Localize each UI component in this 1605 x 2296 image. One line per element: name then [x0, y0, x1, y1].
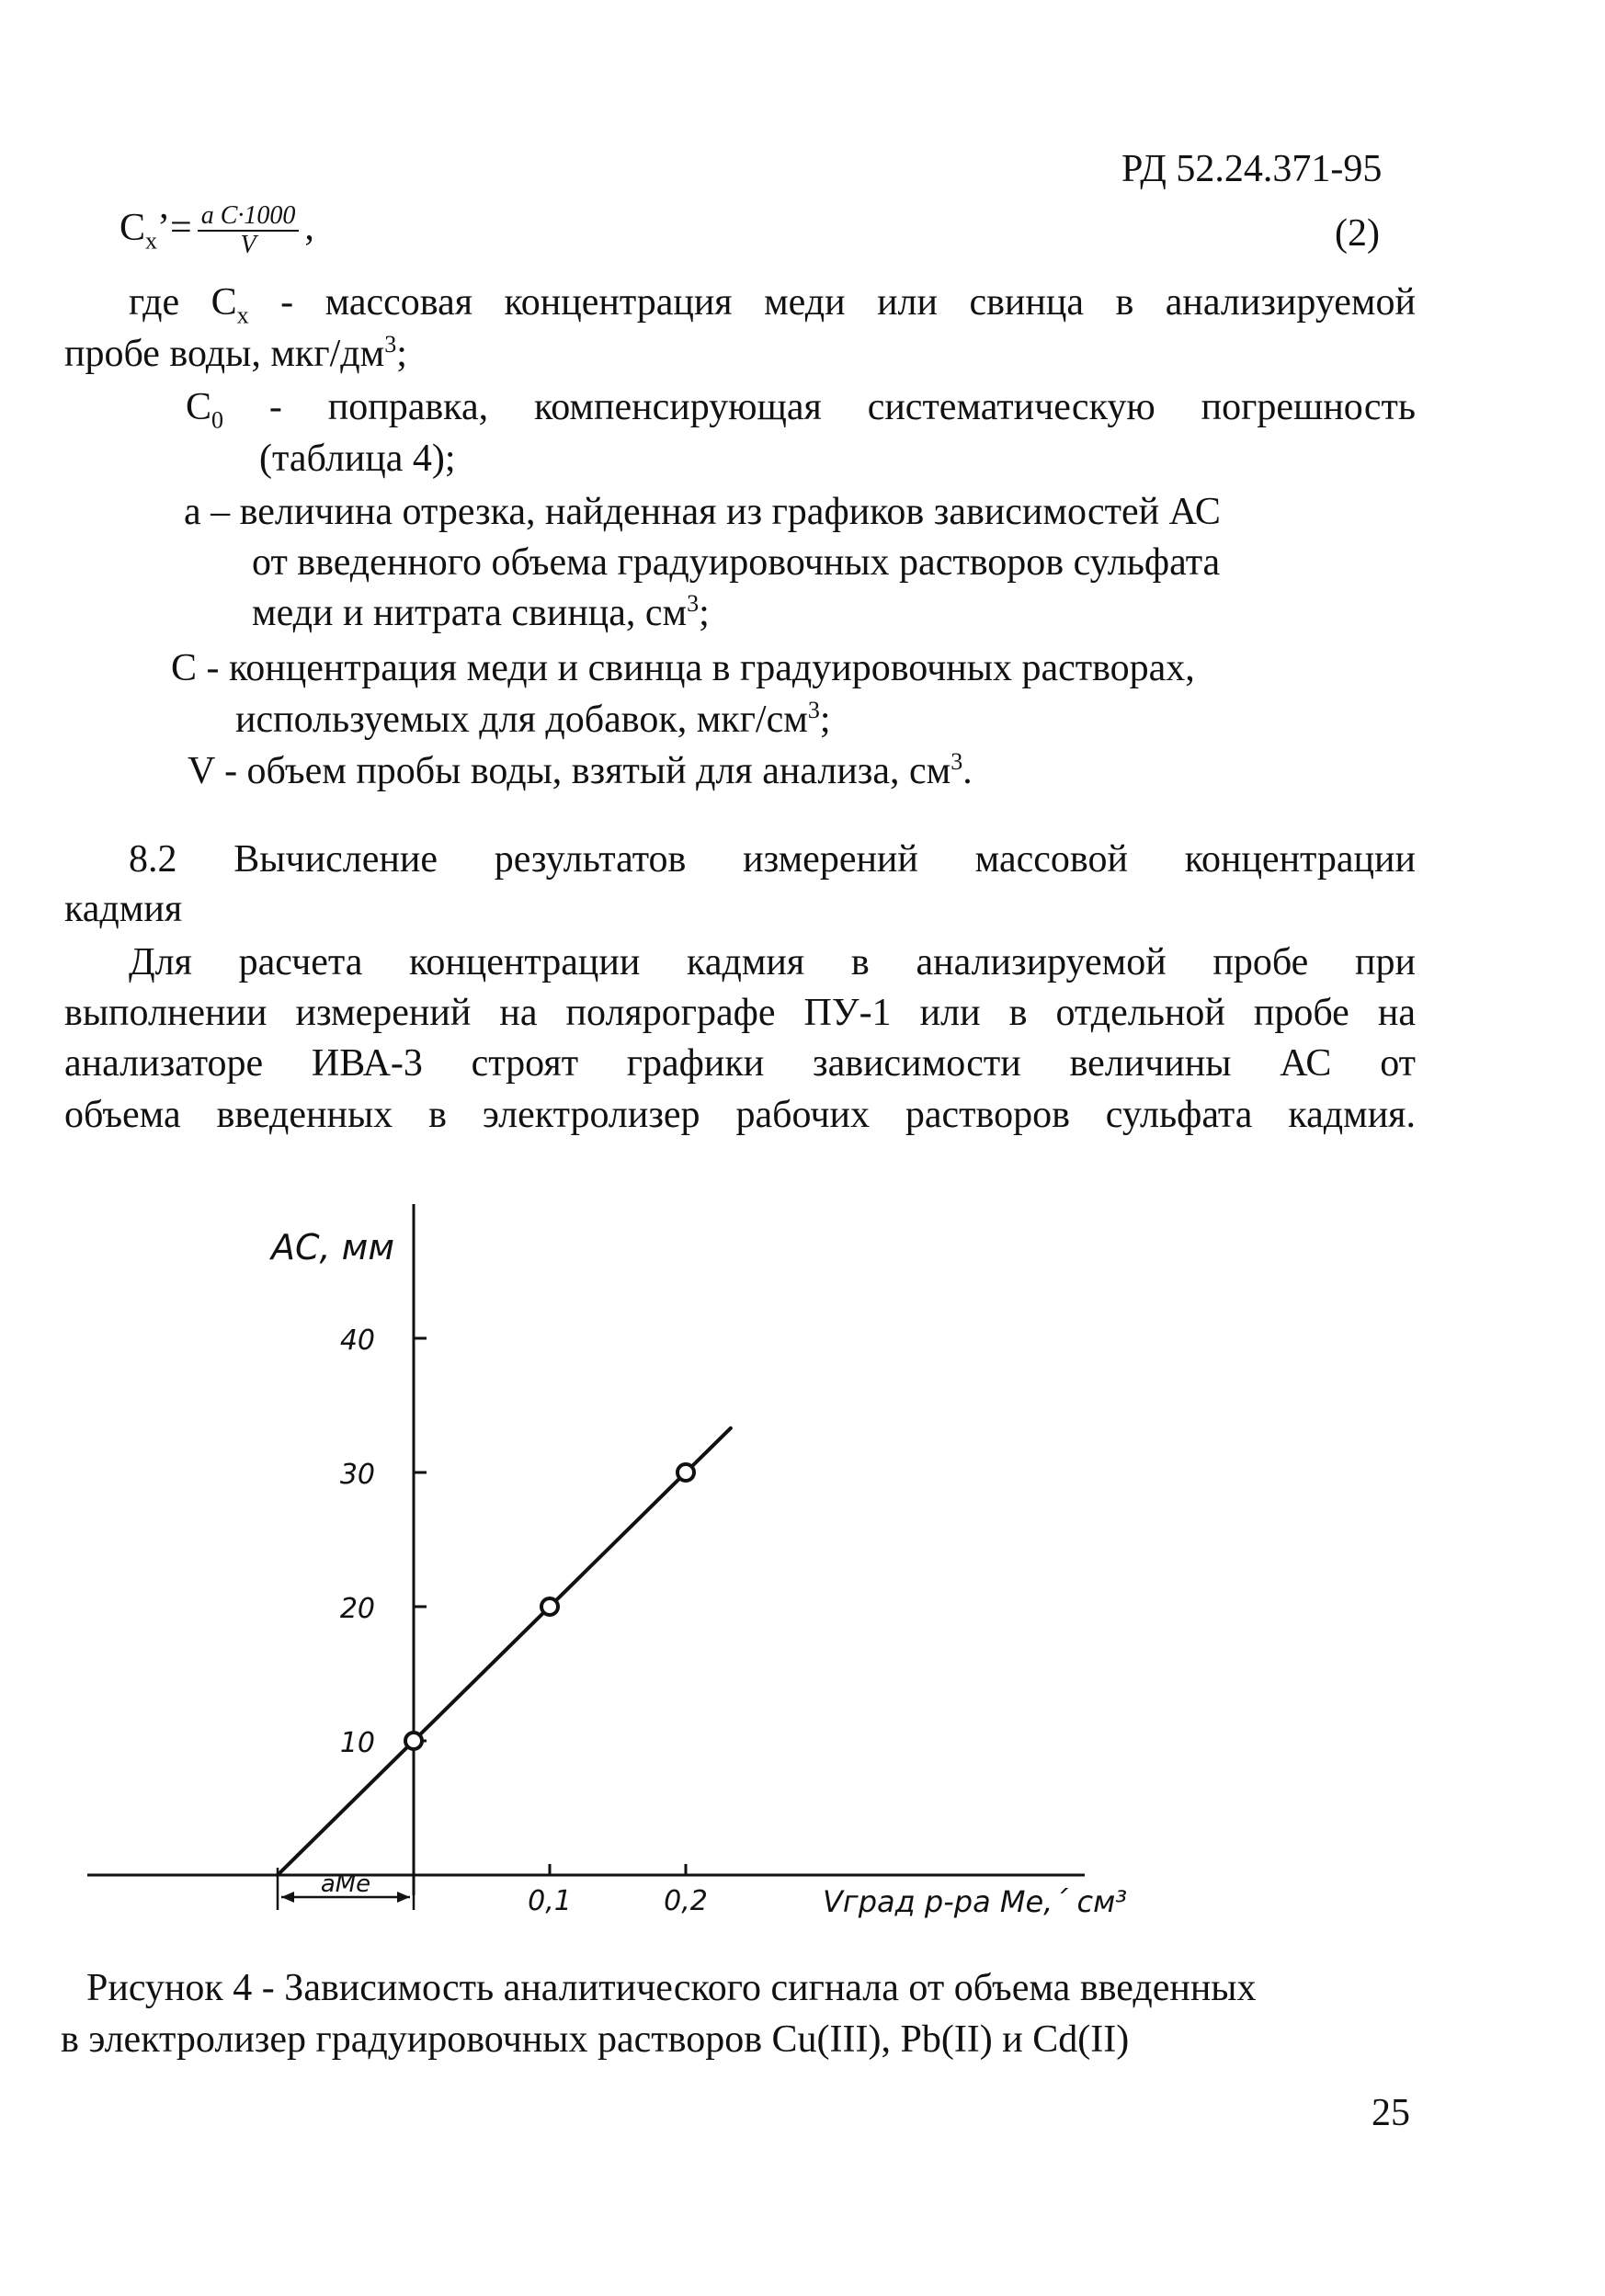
definition-line-7: меди и нитрата свинца, $см^3$;: [252, 590, 710, 634]
chart-labels: [268, 1227, 1127, 1919]
data-point: [541, 1598, 558, 1615]
segment-label: aМе: [320, 1870, 371, 1898]
definition-line-5: a – величина отрезка, найденная из графиков зависимостей АС: [184, 491, 1221, 533]
document-code: РД 52.24.371-95: [1121, 148, 1383, 190]
figure-caption-line-1: Рисунок 4 - Зависимость аналитического сигнала от объема введенных: [86, 1967, 1257, 2009]
formula-lhs: $C_x’=$: [120, 206, 192, 255]
y-tick-label: 10: [339, 1727, 375, 1759]
calibration-line: [278, 1428, 731, 1875]
x-tick-label: 0,1: [528, 1885, 572, 1917]
y-axis-label: АС, мм: [271, 1227, 395, 1267]
definition-line-10: V - объем пробы воды, взятый для анализа, $см^3$.: [188, 748, 973, 792]
x-axis-label: Vград р-ра Ме,´ см³: [823, 1884, 1128, 1919]
formula-2: [120, 202, 314, 259]
section-heading-line-2: кадмия: [64, 888, 183, 930]
definition-line-8: С - концентрация меди и свинца в градуировочных растворах,: [171, 647, 1195, 689]
paragraph-line-4: объема введенных в электролизер рабочих растворов сульфата кадмия.: [64, 1094, 1416, 1136]
formula-numerator: a C·1000: [198, 202, 300, 232]
paragraph-line-1: Для расчета концентрации кадмия в анализируемой пробе при: [129, 941, 1416, 983]
paragraph-line-3: анализаторе ИВА-3 строят графики зависимости величины АС от: [64, 1042, 1416, 1085]
paragraph-line-2: выполнении измерений на полярографе ПУ-1 или в отдельной пробе на: [64, 992, 1416, 1034]
y-tick-label: 30: [339, 1459, 375, 1491]
calibration-chart: [0, 1186, 1605, 1967]
formula-fraction: [198, 202, 300, 259]
x-tick-label: 0,2: [664, 1885, 708, 1917]
page-number: 25: [1372, 2092, 1410, 2134]
definition-line-4: (таблица 4);: [259, 438, 456, 480]
segment-arrowhead-left: [281, 1892, 294, 1903]
data-point: [677, 1464, 694, 1481]
section-heading-line-1: 8.2 Вычисление результатов измерений массовой концентрации: [129, 838, 1416, 881]
figure-caption-line-2: в электролизер градуировочных растворов Cu(III), Pb(II) и Cd(II): [61, 2018, 1130, 2061]
formula-trail: ,: [304, 206, 314, 249]
y-tick-label: 40: [339, 1324, 375, 1357]
formula-denominator: V: [240, 231, 256, 259]
chart-axes: [87, 1204, 1085, 1910]
definition-line-3: $С_0$ - поправка, компенсирующая систематическую погрешность: [186, 386, 1416, 434]
formula-number: (2): [1335, 212, 1380, 255]
definition-line-2: пробе воды, мкг/$дм^3$;: [64, 331, 407, 375]
chart-marks: [278, 1428, 731, 1875]
definition-line-1: где $С_x$ - массовая концентрация меди или свинца в анализируемой: [129, 281, 1416, 329]
definition-line-9: используемых для добавок, мкг/$см^3$;: [235, 697, 831, 741]
definition-line-6: от введенного объема градуировочных растворов сульфата: [252, 541, 1221, 584]
y-tick-label: 20: [339, 1593, 375, 1625]
data-point: [405, 1733, 422, 1749]
segment-arrowhead-right: [397, 1892, 410, 1903]
